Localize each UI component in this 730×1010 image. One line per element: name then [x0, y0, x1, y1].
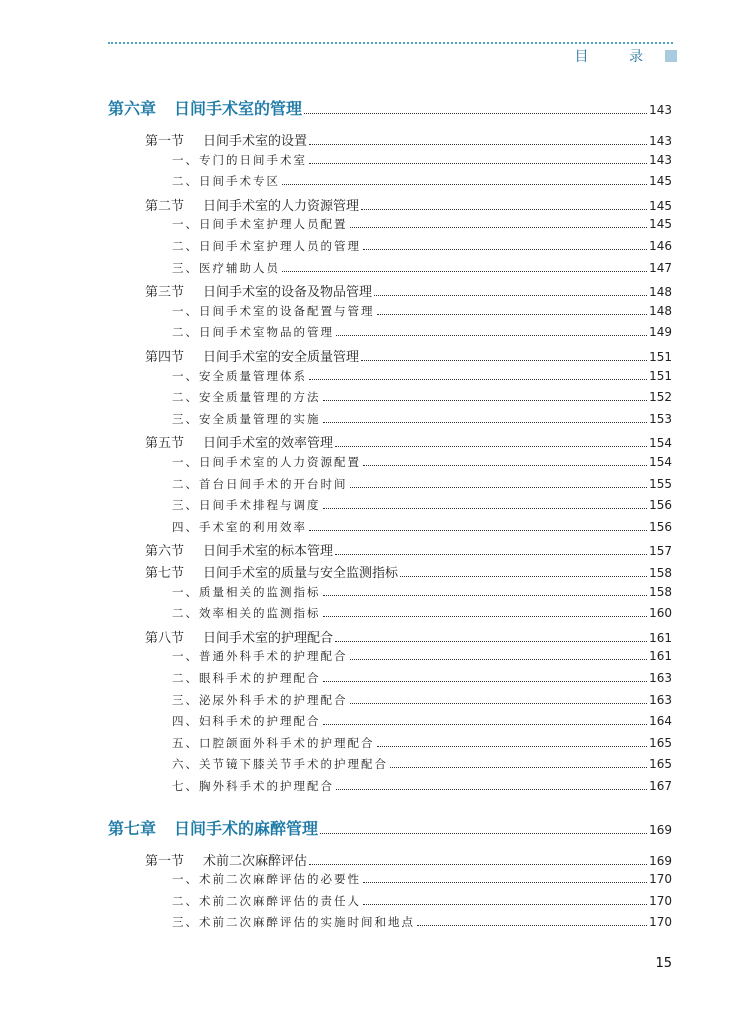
toc-page-number: 156 [649, 519, 672, 534]
dot-leader [363, 249, 647, 250]
dot-leader [323, 616, 648, 617]
toc-page-number: 153 [649, 411, 672, 426]
toc-entry-title [145, 562, 398, 581]
dot-leader [361, 360, 647, 361]
toc-page-number: 169 [649, 822, 672, 837]
toc-entry-title [172, 914, 415, 930]
dot-leader [374, 295, 647, 296]
section-number: 第一节 [145, 853, 185, 869]
toc-page-number: 148 [649, 303, 672, 318]
toc-item-row[interactable] [172, 476, 672, 492]
page-number: 15 [655, 956, 672, 971]
chapter-number: 第七章 [108, 818, 157, 838]
toc-entry-title [172, 893, 361, 909]
toc-entry-title [172, 368, 307, 384]
toc-chapter-row[interactable] [108, 816, 672, 839]
toc-item-row[interactable] [172, 584, 672, 600]
toc-entry-title [108, 96, 302, 119]
toc-entry-title [172, 152, 307, 168]
entry-title-text: 四、妇科手术的护理配合 [172, 714, 321, 729]
entry-title-text: 一、质量相关的监测指标 [172, 584, 321, 599]
entry-title-text: 一、日间手术室的人力资源配置 [172, 455, 361, 469]
toc-page-number: 154 [649, 436, 672, 451]
entry-title-text: 日间手术室的效率管理 [203, 436, 334, 452]
dot-leader [363, 882, 647, 883]
dot-leader [309, 144, 647, 145]
entry-title-text: 三、术前二次麻醉评估的实施时间和地点 [172, 915, 415, 930]
entry-title-text: 二、日间手术室物品的管理 [172, 325, 334, 340]
toc-item-row[interactable] [172, 519, 672, 535]
toc-entry-title [172, 303, 375, 319]
toc-entry-title [172, 778, 334, 794]
dot-leader [323, 681, 648, 682]
toc-item-row[interactable] [172, 152, 672, 168]
dot-leader [282, 184, 647, 185]
entry-title-text: 二、效率相关的监测指标 [172, 606, 321, 621]
entry-title-text: 日间手术室的人力资源管理 [203, 198, 360, 214]
toc-item-row[interactable] [172, 454, 672, 470]
toc-section-row[interactable] [145, 195, 672, 214]
dot-leader [400, 576, 647, 577]
toc-page-number: 163 [649, 671, 672, 685]
entry-title-text: 日间手术室的管理 [174, 99, 303, 118]
toc-page-number: 154 [649, 455, 672, 469]
toc-page-number: 167 [649, 779, 672, 793]
toc-entry-title [145, 130, 307, 149]
toc-item-row[interactable] [172, 238, 672, 254]
toc-page-number: 143 [649, 103, 672, 117]
toc-entry-title [172, 238, 361, 254]
toc-page-number: 165 [649, 735, 672, 750]
toc-entry-title [172, 324, 334, 340]
entry-title-text: 术前二次麻醉评估 [203, 853, 308, 869]
entry-title-text: 一、日间手术室护理人员配置 [172, 217, 348, 232]
entry-title-text: 三、泌尿外科手术的护理配合 [172, 692, 348, 707]
toc-section-row[interactable] [145, 540, 672, 559]
section-number: 第二节 [145, 198, 185, 214]
toc-item-row[interactable] [172, 368, 672, 384]
dot-leader [350, 227, 648, 228]
dot-leader [282, 271, 647, 272]
dot-leader [377, 746, 648, 747]
chapter-number: 第六章 [108, 99, 157, 118]
dot-leader [309, 379, 647, 380]
toc-entry-title [172, 713, 321, 729]
toc-item-row[interactable] [172, 389, 672, 405]
toc-page-number: 146 [649, 239, 672, 253]
dot-leader [417, 925, 647, 926]
toc-entry-title [172, 476, 348, 492]
dot-leader [304, 113, 647, 114]
toc-entry-title [145, 195, 359, 214]
toc-page-number: 170 [649, 915, 672, 930]
dot-leader [350, 703, 648, 704]
toc-entry-title [172, 260, 280, 276]
toc-page-number: 145 [649, 217, 672, 232]
toc-chapter-row[interactable] [108, 96, 672, 119]
toc-entry-title [172, 605, 321, 621]
entry-title-text: 日间手术室的设备及物品管理 [203, 285, 373, 301]
dot-leader [336, 789, 647, 790]
toc-entry-title [172, 389, 321, 405]
entry-title-text: 日间手术的麻醉管理 [174, 818, 319, 838]
dot-leader [323, 508, 648, 509]
toc-page-number: 169 [649, 853, 672, 868]
dot-leader [323, 400, 648, 401]
entry-title-text: 二、首台日间手术的开台时间 [172, 476, 348, 491]
dot-leader [323, 595, 648, 596]
toc-page-number: 158 [649, 584, 672, 599]
header-dotted-rule [108, 42, 673, 44]
toc-item-row[interactable] [172, 893, 672, 909]
entry-title-text: 三、日间手术排程与调度 [172, 498, 321, 513]
dot-leader [390, 767, 647, 768]
toc-entry-title [172, 519, 307, 535]
header-square-icon [665, 50, 677, 62]
entry-title-text: 二、安全质量管理的方法 [172, 390, 321, 405]
toc-entry-title [145, 346, 359, 365]
toc-page-number: 152 [649, 390, 672, 405]
entry-title-text: 一、术前二次麻醉评估的必要性 [172, 872, 361, 887]
toc-item-row[interactable] [172, 735, 672, 751]
entry-title-text: 二、日间手术室护理人员的管理 [172, 239, 361, 253]
toc-section-row[interactable] [145, 346, 672, 365]
toc-entry-title [172, 454, 361, 470]
toc-page-number: 155 [649, 476, 672, 491]
dot-leader [350, 659, 648, 660]
dot-leader [350, 487, 648, 488]
toc-item-row[interactable] [172, 173, 672, 189]
toc-entry-title [172, 497, 321, 513]
toc-item-row[interactable] [172, 778, 672, 794]
dot-leader [335, 641, 647, 642]
toc-entry-title [108, 816, 318, 839]
dot-leader [363, 904, 647, 905]
running-header [575, 46, 677, 66]
toc-entry-title [145, 850, 307, 869]
toc-entry-title [145, 281, 372, 300]
toc-item-row[interactable] [172, 914, 672, 930]
toc-section-row[interactable] [145, 562, 672, 581]
toc-page-number: 147 [649, 260, 672, 275]
entry-title-text: 七、胸外科手术的护理配合 [172, 779, 334, 793]
toc-section-row[interactable] [145, 130, 672, 149]
toc-page-number: 151 [649, 350, 672, 364]
dot-leader [335, 554, 647, 555]
entry-title-text: 二、术前二次麻醉评估的责任人 [172, 893, 361, 908]
section-number: 第三节 [145, 285, 185, 301]
entry-title-text: 一、专门的日间手术室 [172, 152, 307, 167]
toc-entry-title [172, 648, 348, 664]
dot-leader [323, 724, 648, 725]
toc-entry-title [172, 692, 348, 708]
entry-title-text: 三、安全质量管理的实施 [172, 411, 321, 426]
toc-page-number: 149 [649, 325, 672, 340]
toc-item-row[interactable] [172, 324, 672, 340]
section-number: 第七节 [145, 566, 185, 581]
section-number: 第一节 [145, 134, 185, 149]
toc-item-row[interactable] [172, 216, 672, 232]
toc-page-number: 157 [649, 544, 672, 559]
header-title: 目 录 [574, 49, 661, 65]
toc-page-number: 148 [649, 285, 672, 300]
toc-page-number: 165 [649, 757, 672, 772]
section-number: 第四节 [145, 350, 185, 365]
toc-section-row[interactable] [145, 281, 672, 300]
toc-item-row[interactable] [172, 497, 672, 513]
toc-section-row[interactable] [145, 432, 672, 451]
toc-page-number: 156 [649, 498, 672, 513]
toc-item-row[interactable] [172, 605, 672, 621]
toc-entry-title [172, 670, 321, 686]
toc-entry-title [145, 627, 333, 646]
toc-entry-title [172, 756, 388, 772]
toc-entry-title [172, 411, 321, 427]
toc-page-number: 163 [649, 692, 672, 707]
toc-item-row[interactable] [172, 670, 672, 686]
toc-entry-title [145, 540, 333, 559]
section-number: 第六节 [145, 544, 185, 560]
dot-leader [335, 446, 647, 447]
dot-leader [323, 422, 648, 423]
toc-page-number: 161 [649, 649, 672, 664]
toc-page-number: 164 [649, 714, 672, 729]
entry-title-text: 日间手术室的安全质量管理 [203, 350, 360, 365]
entry-title-text: 三、医疗辅助人员 [172, 260, 280, 275]
toc-page-number: 170 [649, 893, 672, 908]
dot-leader [309, 864, 647, 865]
toc-page-number: 170 [649, 872, 672, 887]
toc-entry-title [172, 173, 280, 189]
entry-title-text: 六、关节镜下膝关节手术的护理配合 [172, 757, 388, 772]
entry-title-text: 一、日间手术室的设备配置与管理 [172, 303, 375, 318]
toc-item-row[interactable] [172, 692, 672, 708]
entry-title-text: 日间手术室的标本管理 [203, 544, 334, 560]
entry-title-text: 日间手术室的护理配合 [203, 630, 334, 646]
entry-title-text: 日间手术室的设置 [203, 134, 308, 149]
toc-page-number: 143 [649, 152, 672, 167]
dot-leader [377, 314, 648, 315]
toc-entry-title [172, 584, 321, 600]
toc-section-row[interactable] [145, 627, 672, 646]
toc-entry-title [172, 735, 375, 751]
dot-leader [361, 209, 647, 210]
toc-item-row[interactable] [172, 713, 672, 729]
section-number: 第五节 [145, 436, 185, 452]
toc-item-row[interactable] [172, 648, 672, 664]
entry-title-text: 二、眼科手术的护理配合 [172, 671, 321, 685]
toc-page-number: 160 [649, 606, 672, 621]
entry-title-text: 五、口腔颌面外科手术的护理配合 [172, 735, 375, 750]
toc-item-row[interactable] [172, 411, 672, 427]
dot-leader [320, 833, 647, 834]
toc-entry-title [172, 871, 361, 887]
dot-leader [336, 335, 647, 336]
toc-page-number: 161 [649, 630, 672, 645]
toc-item-row[interactable] [172, 303, 672, 319]
dot-leader [309, 163, 647, 164]
toc-page-number: 145 [649, 174, 672, 189]
entry-title-text: 一、普通外科手术的护理配合 [172, 649, 348, 664]
entry-title-text: 四、手术室的利用效率 [172, 519, 307, 534]
toc-section-row[interactable] [145, 850, 672, 869]
toc-page-number: 151 [649, 368, 672, 383]
toc-entry-title [172, 216, 348, 232]
toc-item-row[interactable] [172, 756, 672, 772]
entry-title-text: 一、安全质量管理体系 [172, 368, 307, 383]
toc-entry-title [145, 432, 333, 451]
toc-page-number: 158 [649, 566, 672, 580]
dot-leader [309, 530, 647, 531]
toc-page-number: 143 [649, 134, 672, 148]
toc-item-row[interactable] [172, 871, 672, 887]
entry-title-text: 日间手术室的质量与安全监测指标 [203, 566, 399, 581]
section-number: 第八节 [145, 630, 185, 646]
toc-item-row[interactable] [172, 260, 672, 276]
entry-title-text: 二、日间手术专区 [172, 174, 280, 189]
dot-leader [363, 465, 647, 466]
toc-page-number: 145 [649, 198, 672, 213]
